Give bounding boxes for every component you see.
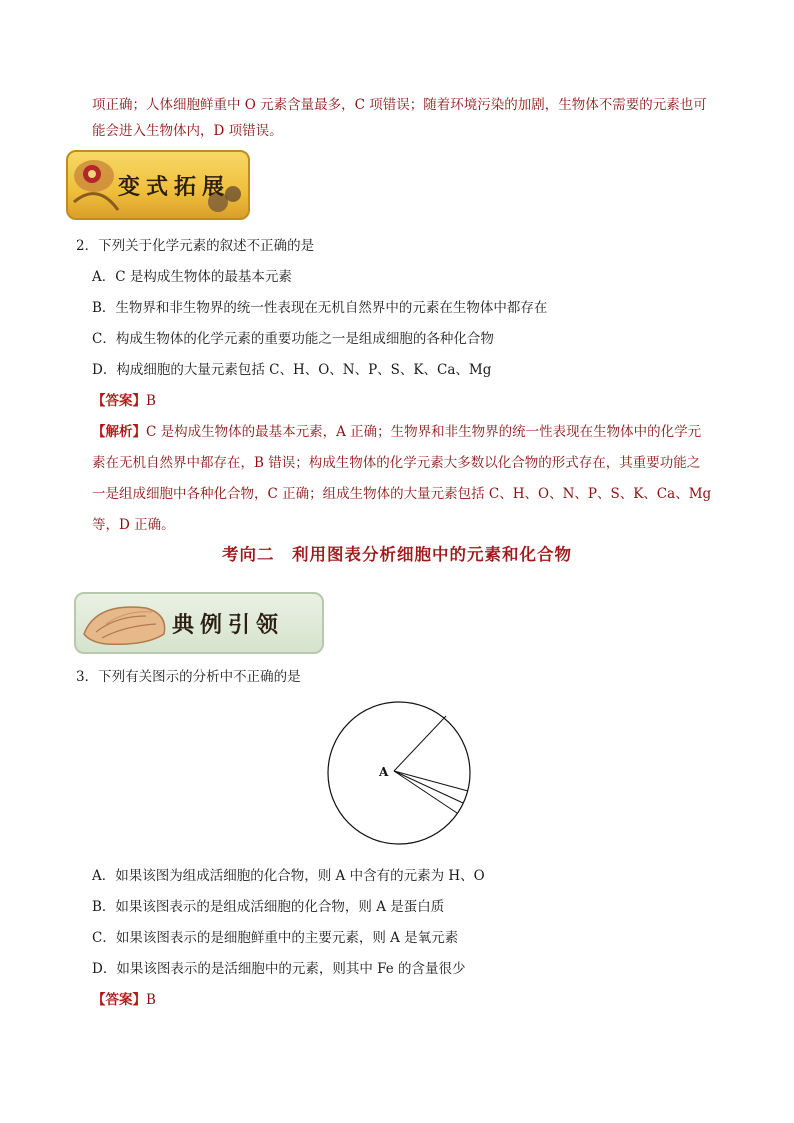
section-title: 考向二 利用图表分析细胞中的元素和化合物 [222, 545, 572, 564]
answer-label: 【答案】 [92, 992, 146, 1008]
q2-analysis-line-2: 素在无机自然界中都存在，B 错误；构成生物体的化学元素大多数以化合物的形式存在，其重要功能之 [92, 455, 701, 471]
pie-diagram [320, 695, 480, 855]
q3-option-b: B．如果该图表示的是组成活细胞的化合物，则 A 是蛋白质 [92, 899, 445, 915]
analysis-text: C 是构成生物体的最基本元素，A 正确；生物界和非生物界的统一性表现在生物体中的化学元 [146, 424, 702, 440]
q3-answer [92, 990, 156, 1010]
q2-answer [92, 391, 156, 411]
prev-analysis-line-1: 项正确；人体细胞鲜重中 O 元素含量最多，C 项错误；随着环境污染的加剧，生物体不需要的元素也可 [92, 97, 707, 113]
banner-title-example: 典例引领 [172, 612, 285, 638]
q2-option-c: C．构成生物体的化学元素的重要功能之一是组成细胞的各种化合物 [92, 331, 494, 347]
q3-option-a: A．如果该图为组成活细胞的化合物，则 A 中含有的元素为 H、O [92, 868, 485, 884]
q2-analysis-line-4: 等，D 正确。 [92, 517, 175, 533]
q2-option-a: A．C 是构成生物体的最基本元素 [92, 269, 292, 285]
answer-label: 【答案】 [92, 393, 146, 409]
q2-stem: 2．下列关于化学元素的叙述不正确的是 [76, 238, 315, 254]
variant-extension-banner [66, 150, 250, 220]
q3-stem: 3．下列有关图示的分析中不正确的是 [76, 669, 301, 685]
analysis-label: 【解析】 [92, 424, 146, 440]
pie-label-a: A [379, 765, 389, 779]
answer-value: B [146, 393, 156, 409]
q2-analysis-line-1 [92, 422, 701, 442]
q2-option-b: B．生物界和非生物界的统一性表现在无机自然界中的元素在生物体中都存在 [92, 300, 548, 316]
pie-divider-4 [394, 771, 457, 813]
q2-analysis-line-3: 一是组成细胞中各种化合物，C 正确；组成生物体的大量元素包括 C、H、O、N、P、S、K、Ca、Mg [92, 486, 712, 502]
q3-option-d: D．如果该图表示的是活细胞中的元素，则其中 Fe 的含量很少 [92, 961, 466, 977]
typical-example-banner [74, 592, 324, 654]
q2-option-d: D．构成细胞的大量元素包括 C、H、O、N、P、S、K、Ca、Mg [92, 362, 492, 378]
pie-divider-1 [394, 716, 446, 771]
answer-value: B [146, 992, 156, 1008]
q3-option-c: C．如果该图表示的是细胞鲜重中的主要元素，则 A 是氧元素 [92, 930, 459, 946]
banner-title-variant: 变式拓展 [118, 174, 231, 200]
prev-analysis-line-2: 能会进入生物体内，D 项错误。 [92, 123, 283, 139]
